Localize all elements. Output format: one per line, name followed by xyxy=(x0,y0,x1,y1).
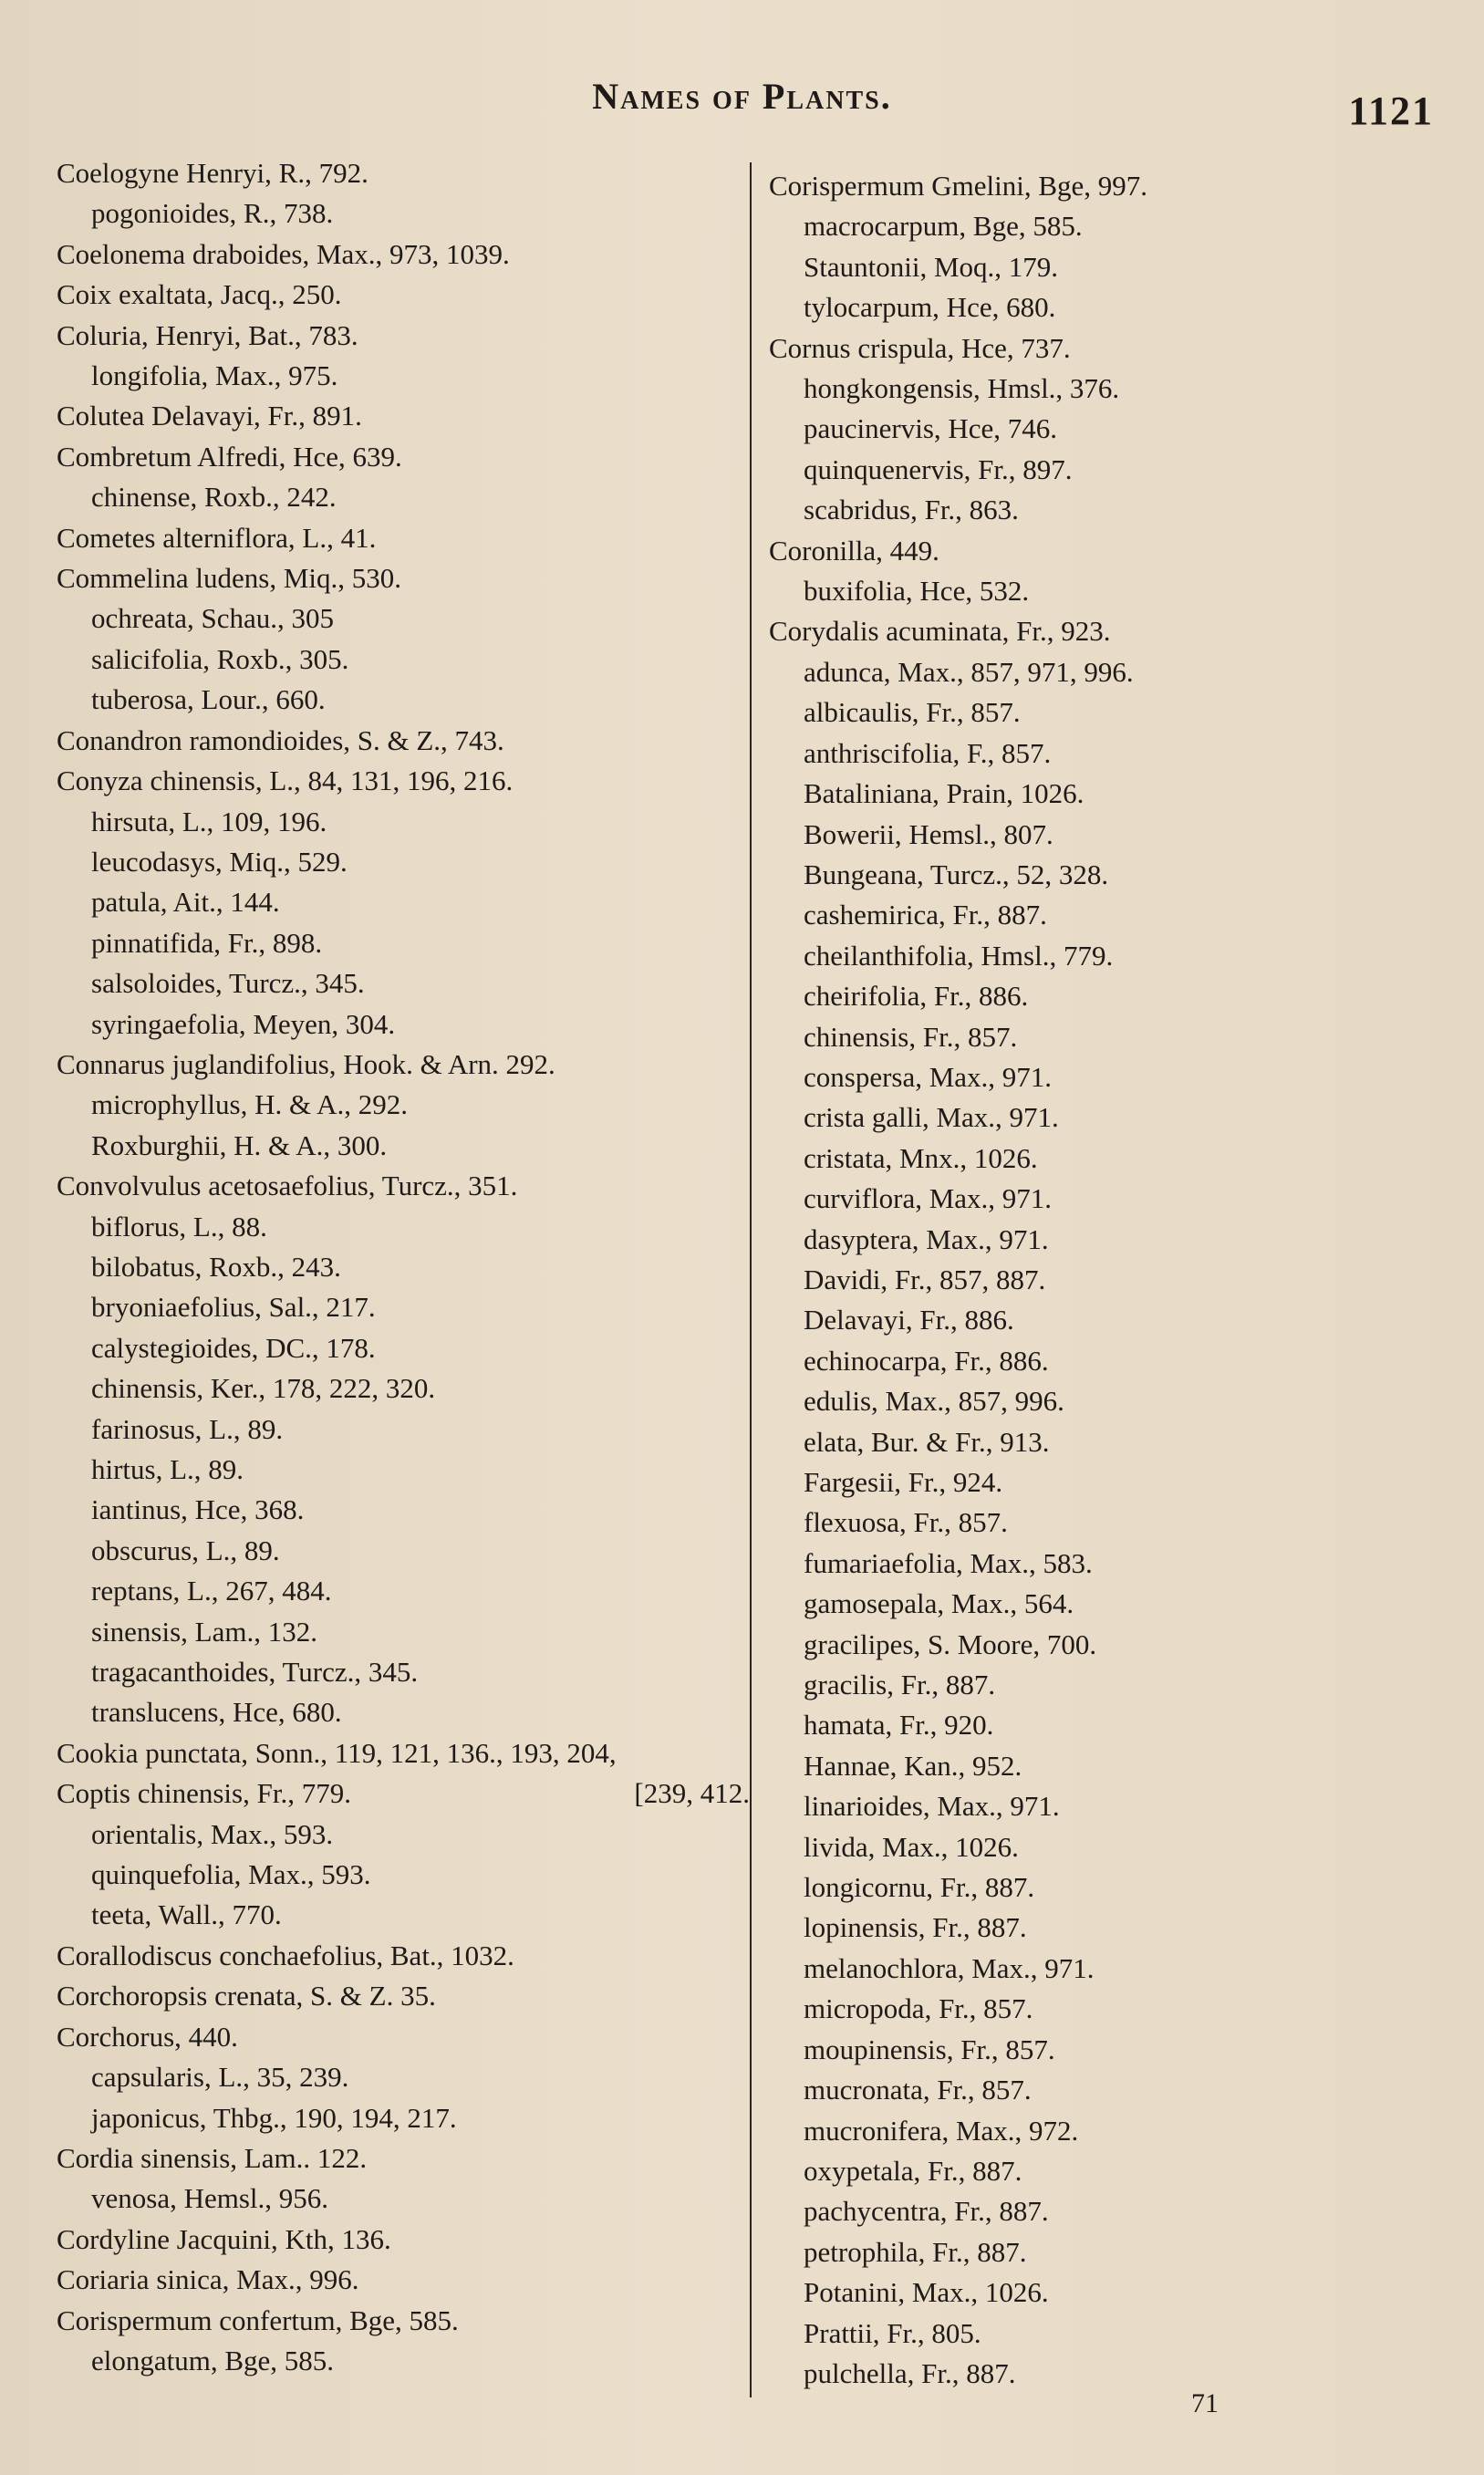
entry-text: Bataliniana, Prain, 1026. xyxy=(804,777,1084,810)
entry-text: Delavayi, Fr., 886. xyxy=(804,1304,1014,1336)
entry-text: livida, Max., 1026. xyxy=(804,1830,1019,1863)
entry-text: Hannae, Kan., 952. xyxy=(804,1749,1022,1782)
index-entry xyxy=(57,721,750,761)
entry-text: pogonioides, R., 738. xyxy=(91,197,334,230)
index-entry xyxy=(57,234,750,275)
index-subentry xyxy=(769,855,1444,895)
index-subentry xyxy=(769,1260,1444,1300)
entry-text: Corchorus, 440. xyxy=(57,2020,238,2053)
index-subentry xyxy=(769,369,1444,409)
entry-text: moupinensis, Fr., 857. xyxy=(804,2033,1055,2065)
index-subentry xyxy=(57,356,750,396)
index-subentry xyxy=(57,1287,750,1327)
entry-text: patula, Ait., 144. xyxy=(91,886,280,919)
entry-text: Fargesii, Fr., 924. xyxy=(804,1466,1003,1498)
entry-text: Davidi, Fr., 857, 887. xyxy=(804,1263,1046,1295)
index-subentry xyxy=(769,936,1444,976)
index-entry xyxy=(57,2017,750,2057)
entry-text: Combretum Alfredi, Hce, 639. xyxy=(57,440,402,473)
index-subentry xyxy=(57,1409,750,1450)
index-entry xyxy=(57,153,750,193)
entry-text: Cometes alterniflora, L., 41. xyxy=(57,521,377,554)
entry-text: orientalis, Max., 593. xyxy=(91,1817,334,1850)
entry-text: hirsuta, L., 109, 196. xyxy=(91,805,327,837)
index-subentry xyxy=(769,774,1444,814)
index-subentry xyxy=(769,2191,1444,2231)
index-subentry xyxy=(769,1625,1444,1665)
entry-text: micropoda, Fr., 857. xyxy=(804,1992,1033,2025)
entry-text: capsularis, L., 35, 239. xyxy=(91,2061,349,2094)
entry-text: flexuosa, Fr., 857. xyxy=(804,1506,1008,1539)
entry-text: melanochlora, Max., 971. xyxy=(804,1951,1095,1984)
index-subentry xyxy=(57,1855,750,1895)
entry-text: salicifolia, Roxb., 305. xyxy=(91,642,349,675)
entry-text: chinensis, Fr., 857. xyxy=(804,1020,1018,1053)
entry-text: Bungeana, Turcz., 52, 328. xyxy=(804,858,1109,890)
entry-text: hamata, Fr., 920. xyxy=(804,1709,994,1742)
index-subentry xyxy=(769,1179,1444,1219)
entry-text: cheilanthifolia, Hmsl., 779. xyxy=(804,939,1114,972)
index-entry xyxy=(769,166,1444,206)
entry-text: gamosepala, Max., 564. xyxy=(804,1587,1074,1620)
index-entry xyxy=(57,2220,750,2260)
entry-text: fumariaefolia, Max., 583. xyxy=(804,1546,1093,1579)
entry-text: lopinensis, Fr., 887. xyxy=(804,1911,1027,1944)
index-subentry xyxy=(769,1908,1444,1948)
index-entry xyxy=(57,518,750,558)
entry-text: tylocarpum, Hce, 680. xyxy=(804,291,1056,324)
index-subentry xyxy=(57,1815,750,1855)
index-subentry xyxy=(769,1503,1444,1543)
entry-text: elata, Bur. & Fr., 913. xyxy=(804,1425,1050,1458)
entry-text: Cordyline Jacquini, Kth, 136. xyxy=(57,2222,391,2255)
entry-text: bilobatus, Roxb., 243. xyxy=(91,1250,341,1283)
index-subentry xyxy=(57,1368,750,1409)
page-number: 1121 xyxy=(1348,88,1434,133)
entry-text: Conyza chinensis, L., 84, 131, 196, 216. xyxy=(57,764,514,797)
entry-text: Conandron ramondioides, S. & Z., 743. xyxy=(57,723,504,756)
index-subentry xyxy=(769,2111,1444,2151)
entry-text: petrophila, Fr., 887. xyxy=(804,2235,1027,2268)
index-subentry xyxy=(57,1004,750,1045)
entry-text: Cordia sinensis, Lam.. 122. xyxy=(57,2141,368,2174)
entry-text: quinquenervis, Fr., 897. xyxy=(804,452,1073,485)
entry-text: macrocarpum, Bge, 585. xyxy=(804,210,1083,243)
index-subentry xyxy=(57,2057,750,2097)
index-subentry xyxy=(57,477,750,517)
entry-text: biflorus, L., 88. xyxy=(91,1210,267,1243)
index-entry xyxy=(769,531,1444,571)
right-index-column xyxy=(769,166,1444,2394)
index-subentry xyxy=(769,1989,1444,2029)
index-subentry xyxy=(769,1139,1444,1179)
entry-text: Coelogyne Henryi, R., 792. xyxy=(57,157,368,189)
entry-text: microphyllus, H. & A., 292. xyxy=(91,1088,409,1121)
index-subentry xyxy=(769,1544,1444,1584)
entry-text: Coriaria sinica, Max., 996. xyxy=(57,2263,359,2296)
entry-text: Coix exaltata, Jacq., 250. xyxy=(57,278,342,311)
entry-text: pulchella, Fr., 887. xyxy=(804,2356,1016,2389)
entry-text: leucodasys, Miq., 529. xyxy=(91,845,348,878)
index-subentry xyxy=(57,2098,750,2138)
index-subentry xyxy=(769,1057,1444,1097)
entry-text: Bowerii, Hemsl., 807. xyxy=(804,817,1053,850)
entry-text: Convolvulus acetosaefolius, Turcz., 351. xyxy=(57,1170,518,1202)
index-subentry xyxy=(57,1328,750,1368)
entry-text: cashemirica, Fr., 887. xyxy=(804,899,1047,931)
index-entry xyxy=(57,316,750,356)
index-subentry xyxy=(769,692,1444,733)
entry-text: Prattii, Fr., 805. xyxy=(804,2316,981,2349)
index-subentry xyxy=(57,882,750,922)
index-subentry xyxy=(57,1490,750,1530)
entry-text: Coptis chinensis, Fr., 779. xyxy=(57,1777,351,1810)
index-subentry xyxy=(769,1665,1444,1705)
index-entry xyxy=(57,2138,750,2179)
index-subentry xyxy=(769,1746,1444,1786)
index-subentry xyxy=(769,2070,1444,2110)
index-subentry xyxy=(769,1300,1444,1340)
index-subentry xyxy=(769,2151,1444,2191)
entry-text: longicornu, Fr., 887. xyxy=(804,1871,1035,1904)
index-subentry xyxy=(769,733,1444,774)
entry-text: Corispermum Gmelini, Bge, 997. xyxy=(769,170,1148,202)
index-entry xyxy=(57,2301,750,2341)
entry-text: echinocarpa, Fr., 886. xyxy=(804,1344,1049,1377)
entry-text: anthriscifolia, F., 857. xyxy=(804,736,1052,769)
entry-text: obscurus, L., 89. xyxy=(91,1534,280,1566)
index-subentry xyxy=(57,1612,750,1652)
index-subentry xyxy=(57,680,750,720)
index-entry xyxy=(57,275,750,315)
index-subentry xyxy=(769,1462,1444,1503)
index-entry xyxy=(57,558,750,598)
entry-text: gracilis, Fr., 887. xyxy=(804,1669,996,1701)
entry-text: Commelina ludens, Miq., 530. xyxy=(57,562,402,595)
entry-text: buxifolia, Hce, 532. xyxy=(804,575,1030,608)
entry-text: mucronifera, Max., 972. xyxy=(804,2114,1079,2147)
entry-text: Cornus crispula, Hce, 737. xyxy=(769,331,1071,364)
index-subentry xyxy=(769,247,1444,287)
entry-text: sinensis, Lam., 132. xyxy=(91,1615,317,1648)
index-subentry xyxy=(57,598,750,639)
entry-text: oxypetala, Fr., 887. xyxy=(804,2154,1022,2187)
entry-text: Corydalis acuminata, Fr., 923. xyxy=(769,615,1111,648)
index-entry xyxy=(57,1045,750,1085)
index-subentry xyxy=(769,1341,1444,1381)
signature-mark: 71 xyxy=(1191,2388,1219,2418)
index-subentry xyxy=(769,652,1444,692)
index-entry xyxy=(57,437,750,477)
index-subentry xyxy=(769,1097,1444,1138)
entry-text: Coelonema draboides, Max., 973, 1039. xyxy=(57,237,510,270)
index-subentry xyxy=(57,1085,750,1125)
entry-text: syringaefolia, Meyen, 304. xyxy=(91,1007,396,1040)
entry-text: Corallodiscus conchaefolius, Bat., 1032. xyxy=(57,1939,514,1971)
entry-text: conspersa, Max., 971. xyxy=(804,1060,1053,1093)
entry-text: pinnatifida, Fr., 898. xyxy=(91,926,323,959)
entry-text: iantinus, Hce, 368. xyxy=(91,1493,305,1526)
index-subentry xyxy=(769,2272,1444,2313)
entry-text: tuberosa, Lour., 660. xyxy=(91,683,326,716)
entry-text: pachycentra, Fr., 887. xyxy=(804,2195,1049,2228)
entry-text: Corispermum confertum, Bge, 585. xyxy=(57,2303,459,2336)
index-subentry xyxy=(57,802,750,842)
index-entry xyxy=(57,1976,750,2016)
entry-text: venosa, Hemsl., 956. xyxy=(91,2182,329,2215)
entry-text: cristata, Mnx., 1026. xyxy=(804,1141,1038,1174)
index-subentry xyxy=(769,895,1444,935)
index-subentry xyxy=(769,1867,1444,1908)
entry-text: Corchoropsis crenata, S. & Z. 35. xyxy=(57,1980,436,2012)
entry-text: hirtus, L., 89. xyxy=(91,1453,244,1485)
entry-text: reptans, L., 267, 484. xyxy=(91,1575,332,1607)
index-subentry xyxy=(769,287,1444,328)
index-subentry xyxy=(57,2179,750,2219)
entry-text: farinosus, L., 89. xyxy=(91,1412,284,1445)
left-index-column xyxy=(57,153,750,2381)
index-subentry xyxy=(57,193,750,234)
index-entry xyxy=(57,1166,750,1206)
entry-text: Potanini, Max., 1026. xyxy=(804,2276,1049,2309)
entry-text: Roxburghii, H. & A., 300. xyxy=(91,1128,388,1161)
entry-text: chinensis, Ker., 178, 222, 320. xyxy=(91,1372,436,1405)
index-entry xyxy=(57,761,750,801)
index-subentry xyxy=(769,976,1444,1016)
entry-text: Coluria, Henryi, Bat., 783. xyxy=(57,318,358,351)
index-subentry xyxy=(769,1705,1444,1745)
index-subentry xyxy=(57,1531,750,1571)
index-subentry xyxy=(57,1692,750,1732)
index-entry xyxy=(57,1773,750,1814)
index-subentry xyxy=(769,571,1444,611)
entry-text: gracilipes, S. Moore, 700. xyxy=(804,1627,1097,1660)
entry-text: edulis, Max., 857, 996. xyxy=(804,1385,1064,1418)
entry-text: crista galli, Max., 971. xyxy=(804,1101,1059,1134)
index-entry xyxy=(769,328,1444,369)
index-subentry xyxy=(769,2030,1444,2070)
index-subentry xyxy=(57,1126,750,1166)
index-subentry xyxy=(769,450,1444,490)
entry-text: paucinervis, Hce, 746. xyxy=(804,412,1058,445)
entry-text: adunca, Max., 857, 971, 996. xyxy=(804,655,1134,688)
index-subentry xyxy=(769,815,1444,855)
entry-text: japonicus, Thbg., 190, 194, 217. xyxy=(91,2101,457,2134)
page-title: Names of Plants. xyxy=(592,76,892,117)
index-subentry xyxy=(769,1949,1444,1989)
index-subentry xyxy=(57,1895,750,1935)
entry-text: tragacanthoides, Turcz., 345. xyxy=(91,1656,419,1689)
entry-text: albicaulis, Fr., 857. xyxy=(804,696,1021,729)
index-subentry xyxy=(769,1584,1444,1624)
index-subentry xyxy=(57,923,750,963)
index-entry xyxy=(57,1733,750,1773)
entry-text: curviflora, Max., 971. xyxy=(804,1182,1053,1215)
entry-text: cheirifolia, Fr., 886. xyxy=(804,980,1029,1013)
index-subentry xyxy=(769,490,1444,530)
index-subentry xyxy=(57,1247,750,1287)
entry-text: chinense, Roxb., 242. xyxy=(91,481,337,514)
entry-text: Connarus juglandifolius, Hook. & Arn. 292. xyxy=(57,1047,555,1080)
index-subentry xyxy=(769,1381,1444,1421)
entry-text: hongkongensis, Hmsl., 376. xyxy=(804,372,1120,405)
entry-text: scabridus, Fr., 863. xyxy=(804,494,1019,526)
entry-text: elongatum, Bge, 585. xyxy=(91,2344,335,2376)
index-subentry xyxy=(769,1017,1444,1057)
entry-text: teeta, Wall., 770. xyxy=(91,1898,282,1931)
index-subentry xyxy=(769,1827,1444,1867)
index-subentry xyxy=(769,1422,1444,1462)
entry-text: longifolia, Max., 975. xyxy=(91,359,338,392)
entry-text: linarioides, Max., 971. xyxy=(804,1790,1060,1823)
continuation-text: [239, 412. xyxy=(634,1777,750,1810)
index-subentry xyxy=(57,1207,750,1247)
entry-text: quinquefolia, Max., 593. xyxy=(91,1858,371,1891)
entry-text: Stauntonii, Moq., 179. xyxy=(804,250,1059,283)
index-subentry xyxy=(769,1220,1444,1260)
index-entry xyxy=(57,1936,750,1976)
index-subentry xyxy=(57,1652,750,1692)
index-entry xyxy=(769,611,1444,651)
column-divider xyxy=(750,162,752,2397)
index-subentry xyxy=(769,2232,1444,2272)
entry-text: Colutea Delavayi, Fr., 891. xyxy=(57,400,362,432)
entry-text: ochreata, Schau., 305 xyxy=(91,602,334,635)
index-subentry xyxy=(769,2354,1444,2394)
entry-text: bryoniaefolius, Sal., 217. xyxy=(91,1291,376,1324)
index-subentry xyxy=(57,1450,750,1490)
index-subentry xyxy=(769,409,1444,449)
entry-text: Coronilla, 449. xyxy=(769,534,939,567)
index-subentry xyxy=(769,206,1444,246)
entry-text: salsoloides, Turcz., 345. xyxy=(91,967,365,1000)
entry-text: mucronata, Fr., 857. xyxy=(804,2074,1032,2106)
index-entry xyxy=(57,396,750,436)
entry-text: Cookia punctata, Sonn., 119, 121, 136., 193, 204, xyxy=(57,1736,617,1769)
entry-text: calystegioides, DC., 178. xyxy=(91,1331,376,1364)
index-subentry xyxy=(769,1786,1444,1826)
index-subentry xyxy=(57,963,750,1004)
index-subentry xyxy=(769,2314,1444,2354)
index-entry xyxy=(57,2260,750,2300)
entry-text: translucens, Hce, 680. xyxy=(91,1696,342,1729)
entry-text: dasyptera, Max., 971. xyxy=(804,1222,1049,1255)
index-subentry xyxy=(57,640,750,680)
index-subentry xyxy=(57,842,750,882)
index-subentry xyxy=(57,2341,750,2381)
index-subentry xyxy=(57,1571,750,1611)
